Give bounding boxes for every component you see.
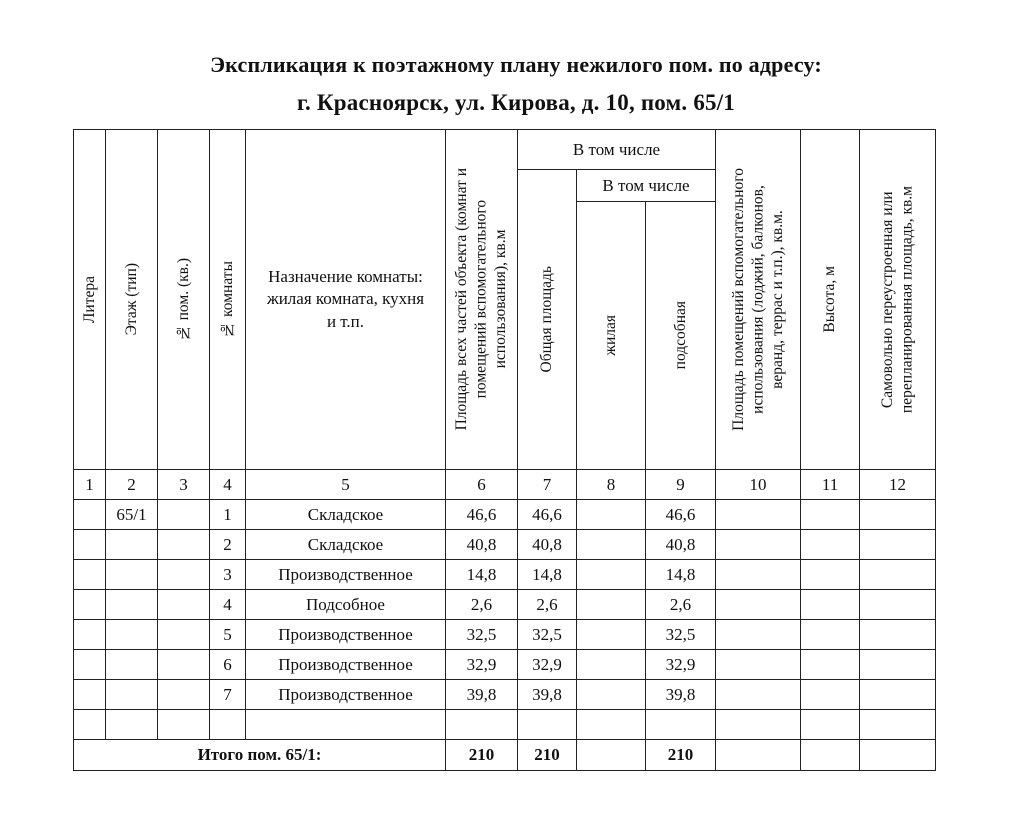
column-number: 1 [74, 470, 106, 500]
column-number: 3 [158, 470, 210, 500]
cell-self-rebuilt [860, 590, 936, 620]
cell-purpose: Производственное [246, 620, 446, 650]
cell-aux-rooms-area [716, 500, 801, 530]
header-auxiliary-rooms-area: Площадь помещений вспомогательного использования (лоджий, балконов, веранд, террас и т.п.), кв.м. [716, 130, 801, 470]
cell-aux-rooms-area [716, 680, 801, 710]
cell-auxiliary [646, 710, 716, 740]
column-number: 10 [716, 470, 801, 500]
totals-height [801, 740, 860, 771]
cell-height [801, 620, 860, 650]
cell-total-area: 32,5 [518, 620, 577, 650]
column-number: 6 [446, 470, 518, 500]
cell-area-all: 32,5 [446, 620, 518, 650]
column-number-row [74, 470, 936, 500]
cell-floor [106, 620, 158, 650]
table-row [74, 560, 936, 590]
cell-floor [106, 650, 158, 680]
cell-room-number: 4 [210, 590, 246, 620]
cell-purpose: Подсобное [246, 590, 446, 620]
cell-living [577, 650, 646, 680]
cell-litera [74, 620, 106, 650]
cell-apartment [158, 530, 210, 560]
cell-litera [74, 530, 106, 560]
document-title: Экспликация к поэтажному плану нежилого пом. по адресу: [210, 52, 822, 77]
cell-aux-rooms-area [716, 710, 801, 740]
cell-self-rebuilt [860, 560, 936, 590]
header-area-all-parts: Площадь всех частей объекта (комнат и помещений вспомогательного использования), кв.м [446, 130, 518, 470]
totals-aux-rooms-area [716, 740, 801, 771]
cell-aux-rooms-area [716, 560, 801, 590]
header-self-rebuilt-area: Самовольно переустроенная или перепланированная площадь, кв.м [860, 130, 936, 470]
header-auxiliary: подсобная [646, 202, 716, 470]
cell-area-all: 2,6 [446, 590, 518, 620]
cell-apartment [158, 590, 210, 620]
header-room-number: № комнаты [210, 130, 246, 470]
cell-auxiliary: 2,6 [646, 590, 716, 620]
cell-auxiliary: 39,8 [646, 680, 716, 710]
cell-total-area: 14,8 [518, 560, 577, 590]
cell-total-area: 2,6 [518, 590, 577, 620]
totals-label: Итого пом. 65/1: [74, 740, 446, 771]
cell-room-number: 6 [210, 650, 246, 680]
cell-auxiliary: 40,8 [646, 530, 716, 560]
cell-floor [106, 590, 158, 620]
cell-room-number: 3 [210, 560, 246, 590]
table-row [74, 650, 936, 680]
column-number: 2 [106, 470, 158, 500]
cell-height [801, 680, 860, 710]
explication-table [73, 129, 936, 771]
cell-total-area [518, 710, 577, 740]
table-row [74, 590, 936, 620]
cell-living [577, 710, 646, 740]
cell-auxiliary: 14,8 [646, 560, 716, 590]
cell-purpose: Производственное [246, 650, 446, 680]
cell-total-area: 40,8 [518, 530, 577, 560]
cell-living [577, 590, 646, 620]
cell-area-all: 32,9 [446, 650, 518, 680]
cell-self-rebuilt [860, 650, 936, 680]
header-apartment-number: № пом. (кв.) [158, 130, 210, 470]
cell-floor [106, 530, 158, 560]
cell-height [801, 530, 860, 560]
totals-self-rebuilt [860, 740, 936, 771]
cell-room-number: 7 [210, 680, 246, 710]
cell-aux-rooms-area [716, 620, 801, 650]
cell-area-all: 39,8 [446, 680, 518, 710]
cell-self-rebuilt [860, 530, 936, 560]
cell-living [577, 680, 646, 710]
column-number: 9 [646, 470, 716, 500]
column-number: 5 [246, 470, 446, 500]
cell-room-number: 2 [210, 530, 246, 560]
table-row [74, 680, 936, 710]
cell-aux-rooms-area [716, 530, 801, 560]
document-address: г. Красноярск, ул. Кирова, д. 10, пом. 65/1 [296, 90, 736, 115]
cell-litera [74, 560, 106, 590]
cell-area-all: 14,8 [446, 560, 518, 590]
cell-total-area: 39,8 [518, 680, 577, 710]
cell-floor: 65/1 [106, 500, 158, 530]
cell-litera [74, 710, 106, 740]
cell-litera [74, 650, 106, 680]
cell-self-rebuilt [860, 710, 936, 740]
cell-area-all [446, 710, 518, 740]
cell-living [577, 500, 646, 530]
cell-apartment [158, 680, 210, 710]
cell-total-area: 32,9 [518, 650, 577, 680]
cell-purpose: Производственное [246, 680, 446, 710]
header-litera: Литера [74, 130, 106, 470]
header-including-sub: В том числе [577, 170, 716, 202]
totals-area-all: 210 [446, 740, 518, 771]
header-including: В том числе [518, 130, 716, 170]
cell-litera [74, 590, 106, 620]
cell-room-number [210, 710, 246, 740]
cell-aux-rooms-area [716, 650, 801, 680]
cell-floor [106, 680, 158, 710]
cell-litera [74, 500, 106, 530]
table-row [74, 620, 936, 650]
cell-height [801, 650, 860, 680]
cell-auxiliary: 32,5 [646, 620, 716, 650]
cell-apartment [158, 650, 210, 680]
column-number: 7 [518, 470, 577, 500]
column-number: 12 [860, 470, 936, 500]
cell-room-number: 5 [210, 620, 246, 650]
cell-self-rebuilt [860, 500, 936, 530]
cell-apartment [158, 710, 210, 740]
cell-area-all: 40,8 [446, 530, 518, 560]
cell-purpose: Производственное [246, 560, 446, 590]
cell-floor [106, 710, 158, 740]
table-row [74, 500, 936, 530]
column-number: 8 [577, 470, 646, 500]
header-total-area: Общая площадь [518, 170, 577, 470]
header-height: Высота, м [801, 130, 860, 470]
cell-living [577, 530, 646, 560]
cell-apartment [158, 620, 210, 650]
header-room-purpose: Назначение комнаты: жилая комната, кухня и т.п. [246, 130, 446, 470]
cell-aux-rooms-area [716, 590, 801, 620]
table-row [74, 710, 936, 740]
table-row [74, 530, 936, 560]
cell-floor [106, 560, 158, 590]
totals-row [74, 740, 936, 771]
cell-living [577, 620, 646, 650]
cell-self-rebuilt [860, 620, 936, 650]
cell-height [801, 590, 860, 620]
totals-total-area: 210 [518, 740, 577, 771]
cell-total-area: 46,6 [518, 500, 577, 530]
cell-height [801, 560, 860, 590]
cell-room-number: 1 [210, 500, 246, 530]
cell-apartment [158, 500, 210, 530]
cell-self-rebuilt [860, 680, 936, 710]
cell-purpose: Складское [246, 530, 446, 560]
column-number: 4 [210, 470, 246, 500]
cell-area-all: 46,6 [446, 500, 518, 530]
cell-litera [74, 680, 106, 710]
totals-living [577, 740, 646, 771]
cell-purpose: Складское [246, 500, 446, 530]
header-living: жилая [577, 202, 646, 470]
cell-height [801, 500, 860, 530]
cell-auxiliary: 32,9 [646, 650, 716, 680]
cell-auxiliary: 46,6 [646, 500, 716, 530]
cell-purpose [246, 710, 446, 740]
cell-height [801, 710, 860, 740]
cell-living [577, 560, 646, 590]
cell-apartment [158, 560, 210, 590]
header-floor: Этаж (тип) [106, 130, 158, 470]
totals-auxiliary: 210 [646, 740, 716, 771]
column-number: 11 [801, 470, 860, 500]
